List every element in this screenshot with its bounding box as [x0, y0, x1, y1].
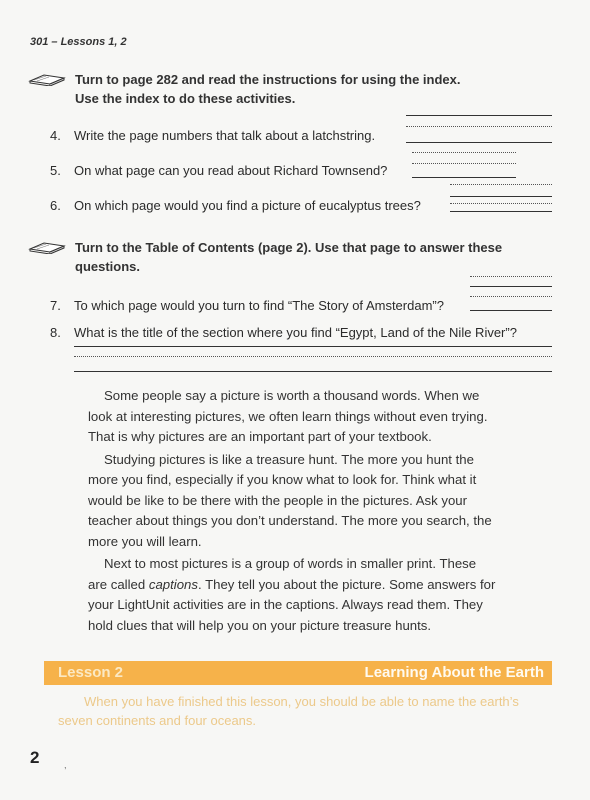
answer-line[interactable] [406, 142, 552, 143]
question-5 [50, 162, 387, 180]
answer-guide-line [412, 152, 516, 153]
book-icon [28, 240, 68, 254]
question-text: Write the page numbers that talk about a latchstring. [74, 128, 376, 143]
question-number: 8. [50, 325, 61, 340]
text-line: Some people say a picture is worth a thousand words. When we [104, 388, 480, 403]
answer-line[interactable] [406, 115, 552, 116]
text-line: would be like to be there with the people in the pictures. Ask your [88, 492, 467, 508]
question-text: On which page would you find a picture of eucalyptus trees? [74, 198, 421, 213]
instruction-line: Turn to the Table of Contents (page 2). Use that page to answer these [75, 240, 503, 255]
reading-passage [88, 386, 506, 638]
text-line: your LightUnit activities are in the captions. Always read them. They [88, 597, 483, 612]
answer-guide-line [412, 163, 516, 164]
lesson-objective [58, 692, 528, 730]
book-icon [28, 72, 68, 86]
text-line: That is why pictures are an important part of your textbook. [88, 429, 432, 444]
objective-line: When you have finished this lesson, you should be able to name the earth’s [84, 694, 519, 709]
page-number: 2 [30, 748, 40, 767]
answer-line[interactable] [450, 196, 552, 197]
answer-guide-line [450, 203, 552, 204]
answer-line[interactable] [450, 211, 552, 212]
question-7 [50, 297, 444, 315]
question-text: On what page can you read about Richard Townsend? [74, 163, 388, 178]
question-4 [50, 127, 375, 145]
instruction-line: questions. [75, 259, 141, 274]
question-number: 7. [50, 298, 61, 313]
answer-guide-line [470, 296, 552, 297]
question-6 [50, 197, 421, 215]
lesson-title: Learning About the Earth [364, 664, 544, 681]
answer-line[interactable] [412, 177, 516, 178]
question-number: 6. [50, 198, 61, 213]
question-text: To which page would you turn to find “The Story of Amsterdam”? [74, 298, 444, 313]
lesson-label: Lesson 2 [58, 664, 124, 681]
objective-line: seven continents and four oceans. [58, 713, 257, 728]
answer-guide-line [470, 276, 552, 277]
stray-mark: , [64, 760, 67, 770]
question-8 [50, 324, 517, 342]
question-number: 4. [50, 128, 61, 143]
text-line: look at interesting pictures, we often learn things without even trying. [88, 408, 488, 424]
instruction-line: Turn to page 282 and read the instructions for using the index. [75, 72, 461, 87]
paragraph-2 [88, 450, 506, 553]
answer-guide-line [406, 126, 552, 127]
paragraph-1 [88, 386, 506, 448]
paragraph-3 [88, 554, 506, 636]
answer-line[interactable] [74, 371, 552, 372]
text-line: Studying pictures is like a treasure hunt. The more you hunt the [104, 451, 474, 467]
answer-line[interactable] [470, 310, 552, 311]
text-line: more you will learn. [88, 533, 202, 549]
question-text: What is the title of the section where you find “Egypt, Land of the Nile River”? [74, 325, 517, 340]
text-line: teacher about things you don’t understand. The more you search, the [88, 513, 492, 528]
captions-term: captions [148, 576, 198, 592]
text-fragment: are called [88, 576, 149, 592]
question-number: 5. [50, 163, 61, 178]
text-line: Next to most pictures is a group of words in smaller print. These [104, 556, 477, 571]
text-line: more you find, especially if you know what to look for. Think what it [88, 472, 477, 487]
answer-line[interactable] [74, 346, 552, 347]
instruction-line: Use the index to do these activities. [75, 91, 296, 106]
lesson-banner [44, 661, 552, 685]
page-header: 301 – Lessons 1, 2 [30, 36, 127, 48]
answer-line[interactable] [470, 286, 552, 287]
text-line: hold clues that will help you on your picture treasure hunts. [88, 617, 432, 633]
answer-guide-line [450, 184, 552, 185]
answer-guide-line [74, 356, 552, 357]
text-fragment: . They tell you about the picture. Some answers for [197, 576, 496, 592]
